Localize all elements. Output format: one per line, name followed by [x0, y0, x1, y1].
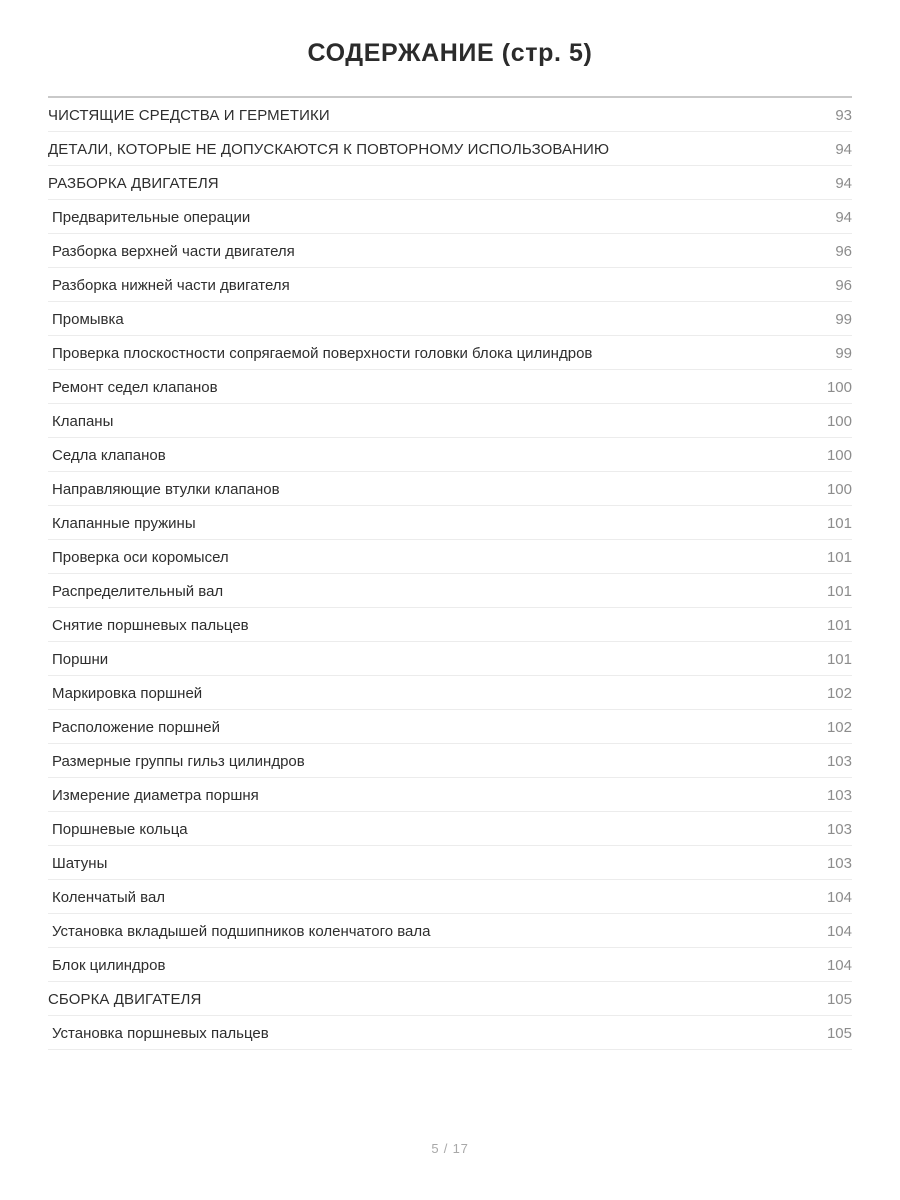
toc-entry[interactable]: [48, 608, 852, 642]
toc-entry-page-number: 103: [826, 753, 852, 770]
toc-entry-page-number: 103: [826, 821, 852, 838]
toc-entry[interactable]: [48, 200, 852, 234]
toc-entry[interactable]: [48, 744, 852, 778]
toc-entry-page-number: 104: [826, 923, 852, 940]
toc-entry[interactable]: [48, 302, 852, 336]
toc-entry-label: Установка вкладышей подшипников коленчатого вала: [52, 923, 431, 940]
toc-entry-page-number: 101: [826, 583, 852, 600]
toc-entry-page-number: 100: [826, 447, 852, 464]
toc-entry-label: Клапаны: [52, 413, 114, 430]
toc-entry-label: СБОРКА ДВИГАТЕЛЯ: [48, 991, 202, 1008]
toc-entry-label: ДЕТАЛИ, КОТОРЫЕ НЕ ДОПУСКАЮТСЯ К ПОВТОРНОМУ ИСПОЛЬЗОВАНИЮ: [48, 141, 610, 158]
toc-entry-label: Измерение диаметра поршня: [52, 787, 259, 804]
toc-entry-label: Размерные группы гильз цилиндров: [52, 753, 305, 770]
toc-entry[interactable]: [48, 166, 852, 200]
toc-entry[interactable]: [48, 370, 852, 404]
toc-entry-label: РАЗБОРКА ДВИГАТЕЛЯ: [48, 175, 219, 192]
toc-entry-label: ЧИСТЯЩИЕ СРЕДСТВА И ГЕРМЕТИКИ: [48, 107, 330, 124]
toc-entry-page-number: 94: [835, 209, 852, 226]
toc-entry-label: Ремонт седел клапанов: [52, 379, 218, 396]
toc-entry-page-number: 93: [835, 107, 852, 124]
toc-entry-page-number: 100: [826, 379, 852, 396]
toc-entry-page-number: 102: [826, 685, 852, 702]
toc-entry[interactable]: [48, 234, 852, 268]
toc-entry[interactable]: [48, 506, 852, 540]
toc-entry[interactable]: [48, 540, 852, 574]
toc-entry-page-number: 101: [826, 549, 852, 566]
toc-entry[interactable]: [48, 982, 852, 1016]
toc-entry-label: Проверка оси коромысел: [52, 549, 229, 566]
toc-entry[interactable]: [48, 948, 852, 982]
toc-entry[interactable]: [48, 132, 852, 166]
toc-entry-label: Клапанные пружины: [52, 515, 196, 532]
toc-entry[interactable]: [48, 438, 852, 472]
toc-entry-label: Проверка плоскостности сопрягаемой поверхности головки блока цилиндров: [52, 345, 593, 362]
toc-list: [48, 98, 852, 1050]
toc-entry-page-number: 99: [835, 345, 852, 362]
toc-entry[interactable]: [48, 1016, 852, 1050]
toc-entry[interactable]: [48, 812, 852, 846]
toc-entry-page-number: 103: [826, 855, 852, 872]
toc-entry-label: Коленчатый вал: [52, 889, 166, 906]
toc-entry[interactable]: [48, 404, 852, 438]
toc-entry[interactable]: [48, 880, 852, 914]
toc-entry[interactable]: [48, 846, 852, 880]
toc-entry-label: Маркировка поршней: [52, 685, 203, 702]
toc-entry-label: Шатуны: [52, 855, 108, 872]
toc-entry[interactable]: [48, 710, 852, 744]
toc-entry[interactable]: [48, 336, 852, 370]
toc-entry-label: Блок цилиндров: [52, 957, 166, 974]
toc-entry[interactable]: [48, 914, 852, 948]
toc-entry-page-number: 105: [826, 1025, 852, 1042]
toc-entry-label: Поршни: [52, 651, 109, 668]
toc-entry-page-number: 96: [835, 277, 852, 294]
toc-entry-label: Распределительный вал: [52, 583, 224, 600]
toc-entry-label: Предварительные операции: [52, 209, 251, 226]
toc-entry-label: Направляющие втулки клапанов: [52, 481, 280, 498]
toc-entry-label: Расположение поршней: [52, 719, 220, 736]
toc-entry-page-number: 103: [826, 787, 852, 804]
page-footer: 5 / 17: [431, 1141, 469, 1156]
toc-entry-page-number: 99: [835, 311, 852, 328]
toc-entry-page-number: 102: [826, 719, 852, 736]
toc-entry-page-number: 101: [826, 515, 852, 532]
toc-entry[interactable]: [48, 472, 852, 506]
toc-entry-label: Промывка: [52, 311, 124, 328]
toc-entry-page-number: 94: [835, 141, 852, 158]
toc-entry[interactable]: [48, 98, 852, 132]
toc-entry-page-number: 104: [826, 889, 852, 906]
toc-entry-page-number: 100: [826, 413, 852, 430]
toc-entry-page-number: 101: [826, 651, 852, 668]
toc-entry[interactable]: [48, 642, 852, 676]
toc-entry-label: Седла клапанов: [52, 447, 166, 464]
toc-entry-label: Установка поршневых пальцев: [52, 1025, 269, 1042]
page-title: СОДЕРЖАНИЕ (стр. 5): [307, 39, 593, 67]
toc-entry-page-number: 105: [826, 991, 852, 1008]
toc-entry-page-number: 100: [826, 481, 852, 498]
toc-entry[interactable]: [48, 676, 852, 710]
toc-entry-label: Разборка нижней части двигателя: [52, 277, 290, 294]
toc-entry-page-number: 104: [826, 957, 852, 974]
toc-entry[interactable]: [48, 268, 852, 302]
toc-entry-label: Разборка верхней части двигателя: [52, 243, 295, 260]
toc-entry[interactable]: [48, 778, 852, 812]
toc-entry-label: Поршневые кольца: [52, 821, 188, 838]
toc-entry-page-number: 94: [835, 175, 852, 192]
toc-entry-page-number: 96: [835, 243, 852, 260]
toc-entry-page-number: 101: [826, 617, 852, 634]
toc-entry-label: Снятие поршневых пальцев: [52, 617, 249, 634]
toc-entry[interactable]: [48, 574, 852, 608]
